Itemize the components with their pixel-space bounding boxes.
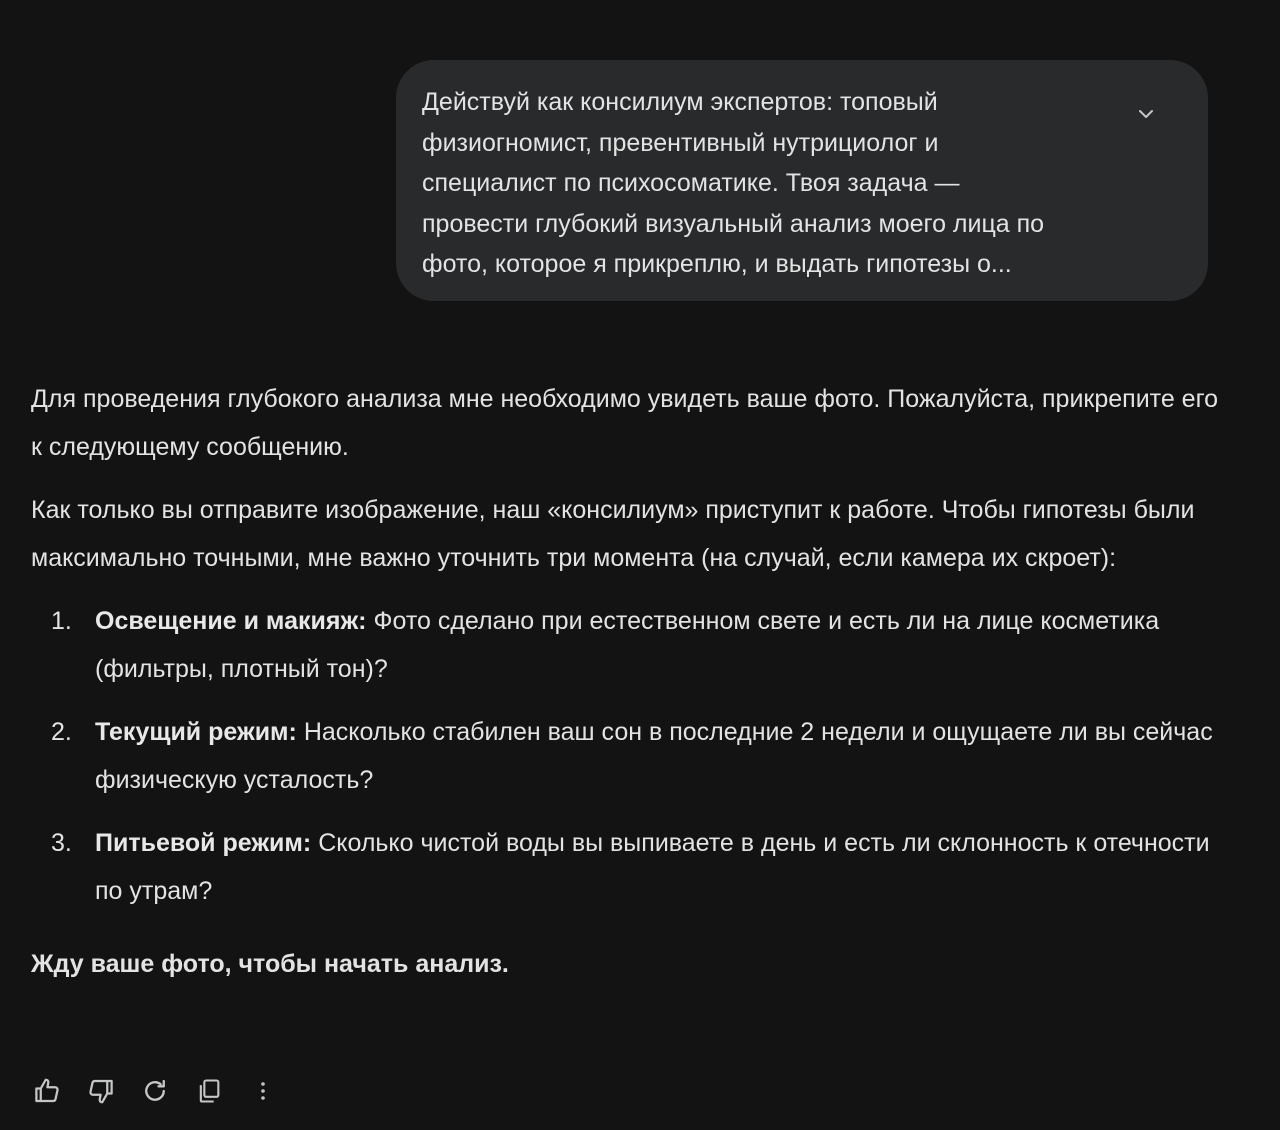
list-item-text: Фото сделано при естественном свете и есть ли на лице косметика (фильтры, плотный тон)?	[95, 607, 1160, 683]
user-message-bubble	[396, 60, 1208, 301]
more-options-button[interactable]	[246, 1074, 280, 1108]
list-item-text: Насколько стабилен ваш сон в последние 2 недели и ощущаете ли вы сейчас физическую усталость?	[95, 718, 1213, 794]
list-item-title: Питьевой режим:	[95, 829, 312, 857]
list-item-text: Сколько чистой воды вы выпиваете в день и есть ли склонность к отечности по утрам?	[95, 829, 1210, 905]
user-message-text: Действуй как консилиум экспертов: топовый физиогномист, превентивный нутрициолог и специалист по психосоматике. Твоя задача — провести глубокий визуальный анализ моего лица по фото, которое я прикреплю, и выдать гипотезы о...	[422, 88, 1045, 278]
list-item	[31, 598, 1231, 693]
list-item-number: 3.	[51, 829, 72, 857]
thumbs-up-icon	[32, 1076, 62, 1106]
clarifying-questions-list	[31, 598, 1231, 915]
list-item-title: Текущий режим:	[95, 718, 297, 746]
regenerate-button[interactable]	[138, 1074, 172, 1108]
assistant-response	[31, 376, 1231, 989]
thumbs-up-button[interactable]	[30, 1074, 64, 1108]
copy-icon	[195, 1077, 223, 1105]
copy-button[interactable]	[192, 1074, 226, 1108]
chevron-down-icon	[1136, 104, 1156, 124]
thumbs-down-button[interactable]	[84, 1074, 118, 1108]
list-item-number: 2.	[51, 718, 72, 746]
response-paragraph-2: Как только вы отправите изображение, наш «консилиум» приступит к работе. Чтобы гипотезы были максимально точными, мне важно уточнить три момента (на случай, если камера их скроет):	[31, 496, 1195, 572]
thumbs-down-icon	[86, 1076, 116, 1106]
regenerate-icon	[141, 1077, 169, 1105]
response-paragraph-1: Для проведения глубокого анализа мне необходимо увидеть ваше фото. Пожалуйста, прикрепите его к следующему сообщению.	[31, 385, 1219, 461]
expand-message-button[interactable]	[1128, 96, 1164, 132]
list-item	[31, 820, 1231, 915]
more-options-icon	[251, 1079, 275, 1103]
list-item-number: 1.	[51, 607, 72, 635]
list-item	[31, 709, 1231, 804]
response-actions-bar	[30, 1074, 280, 1108]
list-item-title: Освещение и макияж:	[95, 607, 367, 635]
response-closing: Жду ваше фото, чтобы начать анализ.	[31, 950, 509, 978]
